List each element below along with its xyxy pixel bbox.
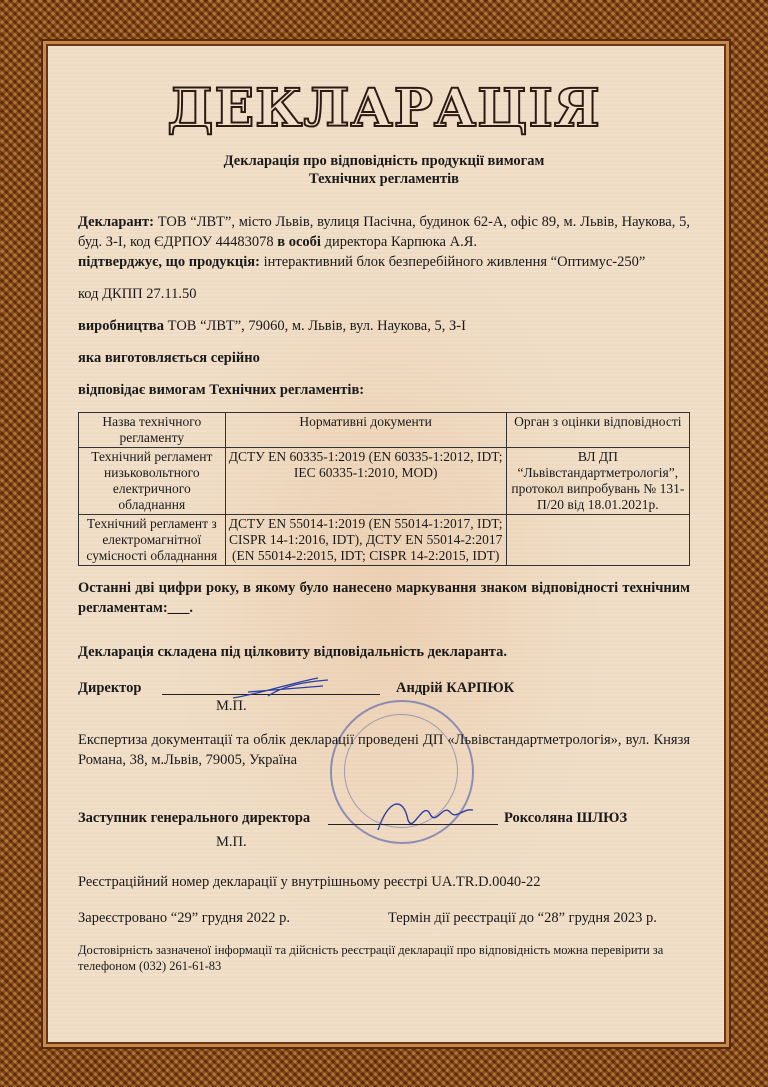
manufacturer-text: ТОВ “ЛВТ”, 79060, м. Львів, вул. Наукова, 5, З-І bbox=[164, 318, 466, 334]
product-name: інтерактивний блок безперебійного живлення “Оптимус-250” bbox=[259, 254, 646, 270]
table-cell: Технічний регламент низьковольтного електричного обладнання bbox=[79, 448, 226, 515]
verification-note: Достовірність зазначеної інформації та дійсність реєстрації декларації про відповідність можна перевірити за телефоном (032) 261-61-83 bbox=[78, 943, 664, 973]
table-row bbox=[79, 515, 690, 566]
declaration-content bbox=[78, 60, 690, 974]
manufacturer-label: виробництва bbox=[78, 318, 165, 334]
table-header-row bbox=[79, 413, 690, 448]
marking-statement: Останні дві цифри року, в якому було нанесено маркування знаком відповідності технічним регламентам:___. bbox=[78, 580, 690, 616]
table-header: Нормативні документи bbox=[225, 413, 506, 448]
registration-date: Зареєстровано “29” грудня 2022 р. bbox=[78, 910, 291, 926]
document-title: ДЕКЛАРАЦІЯ bbox=[167, 78, 601, 139]
expertise-statement: Експертиза документації та облік декларації проведені ДП «Львівстандартметрологія», вул. Князя Романа, 38, м.Львів, 79005, Україна bbox=[78, 732, 690, 768]
validity-date: Термін дії реєстрації до “28” грудня 2023 р. bbox=[388, 910, 657, 926]
serial-production: яка виготовляється серійно bbox=[78, 350, 260, 366]
deputy-signature-row bbox=[78, 808, 690, 850]
registration-dates bbox=[78, 908, 690, 928]
deputy-label: Заступник генерального директора bbox=[78, 810, 311, 826]
confirms-label: підтверджує, що продукція: bbox=[78, 254, 260, 270]
declarant-person-label: в особі bbox=[277, 234, 321, 250]
confirms-paragraph bbox=[78, 252, 690, 272]
director-name: Андрій КАРПЮК bbox=[396, 680, 515, 696]
stamp-placeholder-label: М.П. bbox=[216, 834, 247, 850]
director-signature-row bbox=[78, 678, 690, 714]
subtitle-line-2: Технічних регламентів bbox=[308, 171, 460, 187]
subtitle-line-1: Декларація про відповідність продукції вимогам bbox=[223, 153, 545, 169]
table-cell bbox=[506, 515, 689, 566]
table-cell: ВЛ ДП “Львівстандартметрологія”, протокол випробувань № 131-П/20 від 18.01.2021р. bbox=[506, 448, 689, 515]
responsibility-statement: Декларація складена під цілковиту відповідальність декларанта. bbox=[78, 644, 507, 660]
declarant-label: Декларант: bbox=[78, 214, 154, 230]
stamp-placeholder-label: М.П. bbox=[216, 698, 247, 714]
deputy-name: Роксоляна ШЛЮЗ bbox=[504, 810, 628, 826]
regulations-table bbox=[78, 412, 690, 566]
table-cell: ДСТУ EN 60335-1:2019 (EN 60335-1:2012, IDT; IEC 60335-1:2010, MOD) bbox=[225, 448, 506, 515]
declarant-paragraph bbox=[78, 212, 690, 252]
table-cell: ДСТУ EN 55014-1:2019 (EN 55014-1:2017, IDT; CISPR 14-1:2016, IDT), ДСТУ EN 55014-2:2017 (EN 55014-2:2015, IDT; CISPR 14-2:2015, IDT) bbox=[225, 515, 506, 566]
table-header: Орган з оцінки відповідності bbox=[506, 413, 689, 448]
registry-number: Реєстраційний номер декларації у внутрішньому реєстрі UA.TR.D.0040-22 bbox=[78, 874, 541, 890]
table-row bbox=[79, 448, 690, 515]
manufacturer-paragraph bbox=[78, 316, 690, 336]
complies-statement: відповідає вимогам Технічних регламентів: bbox=[78, 382, 365, 398]
table-cell: Технічний регламент з електромагнітної сумісності обладнання bbox=[79, 515, 226, 566]
declarant-text: ТОВ “ЛВТ”, місто Львів, вулиця Пасічна, будинок 62-А, офіс 89, м. Львів, Наукова, 5, буд. З-І, код ЄДРПОУ 44483078 bbox=[78, 214, 690, 250]
document-subtitle bbox=[78, 152, 690, 188]
director-label: Директор bbox=[78, 680, 142, 696]
deputy-signature bbox=[368, 790, 478, 836]
table-header: Назва технічного регламенту bbox=[79, 413, 226, 448]
dkpp-code: код ДКПП 27.11.50 bbox=[78, 286, 197, 302]
declarant-person: директора Карпюка А.Я. bbox=[320, 234, 477, 250]
